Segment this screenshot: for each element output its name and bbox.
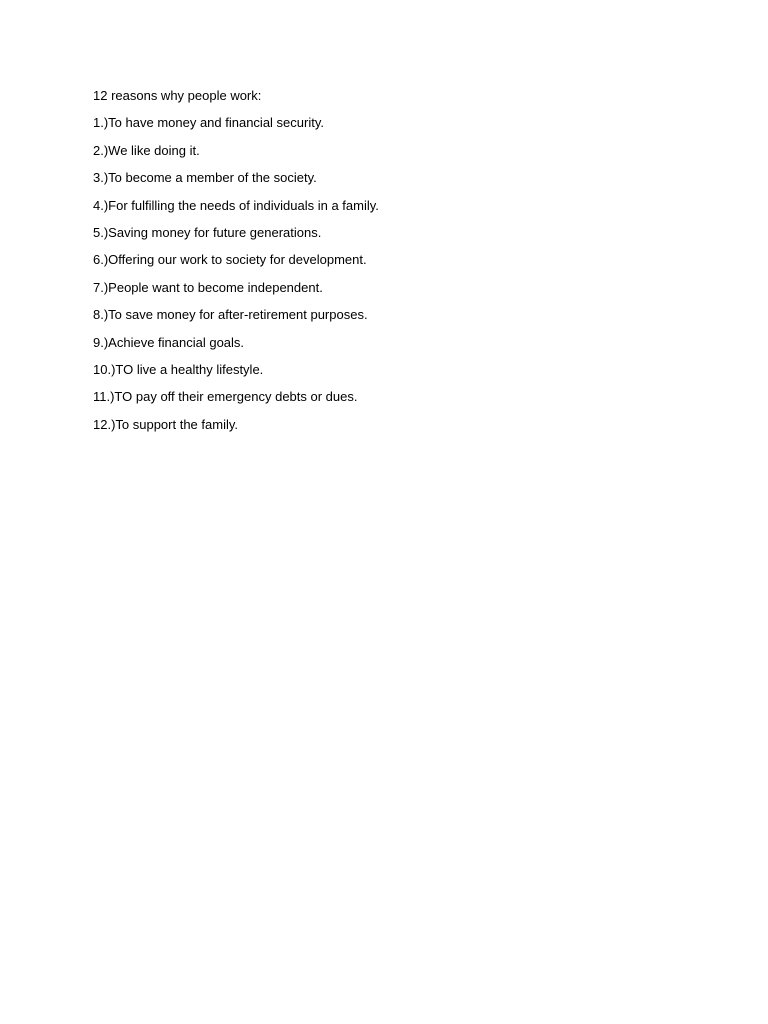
list-item: 8.)To save money for after-retirement purposes.: [93, 307, 368, 323]
document-heading: 12 reasons why people work:: [93, 88, 262, 103]
list-item: 12.)To support the family.: [93, 416, 238, 432]
list-item: 6.)Offering our work to society for development.: [93, 252, 367, 268]
list-item: 7.)People want to become independent.: [93, 279, 323, 295]
list-item: 2.)We like doing it.: [93, 142, 200, 158]
list-item: 9.)Achieve financial goals.: [93, 334, 245, 350]
list-item: 4.)For fulfilling the needs of individuals in a family.: [93, 197, 379, 213]
document-content: [93, 86, 693, 442]
list-item: 5.)Saving money for future generations.: [93, 224, 322, 240]
list-item: 10.)TO live a healthy lifestyle.: [93, 361, 264, 377]
list-item: 3.)To become a member of the society.: [93, 170, 317, 186]
list-item: 11.)TO pay off their emergency debts or dues.: [93, 389, 358, 405]
list-item: 1.)To have money and financial security.: [93, 115, 324, 131]
